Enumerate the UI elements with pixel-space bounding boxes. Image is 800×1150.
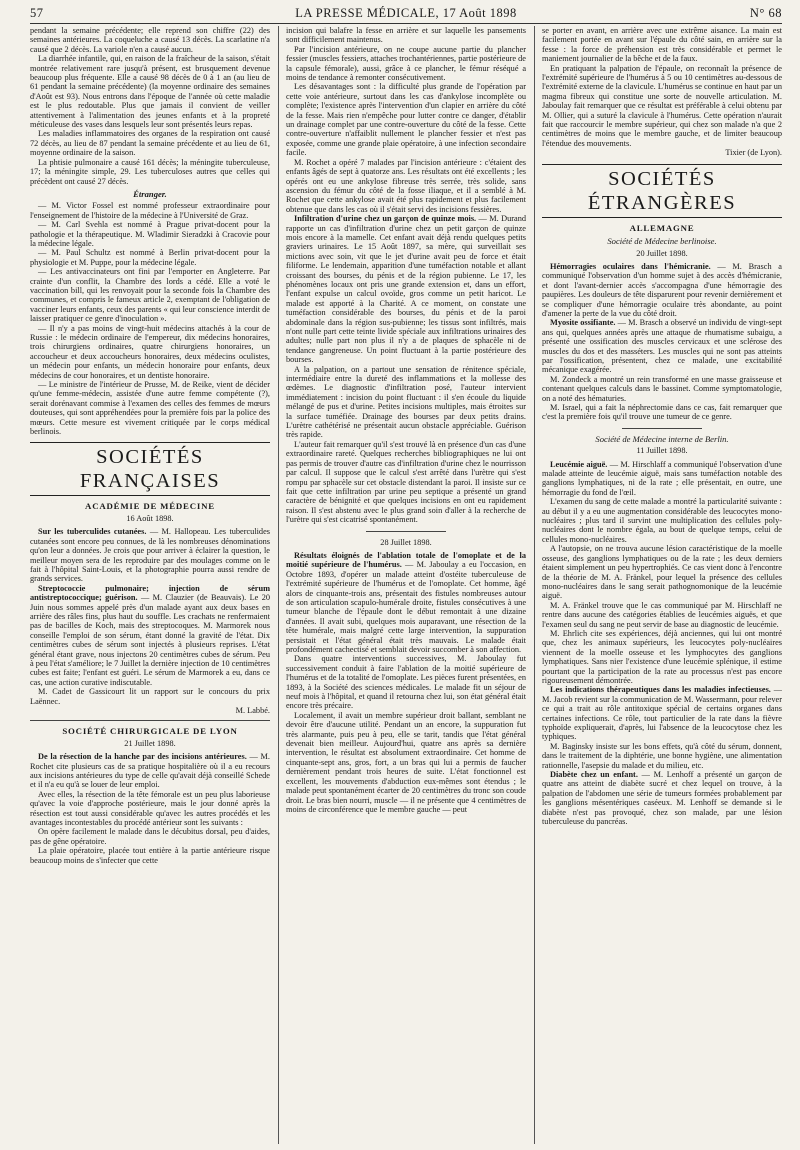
session-date: 28 Juillet 1898.: [380, 537, 432, 547]
paragraph: M. Cadet de Gassicourt lit un rapport sur le concours du prix Laënnec.: [30, 687, 270, 706]
paragraph: M. Ehrlich cite ses expériences, déjà anciennes, qui lui ont montré que, chez les animaux supérieurs, les leucocytes poly-nucléaires viennent de la moelle osseuse et les lymphocytes des ganglions lymphatiques. Sans nier l'existence d'une leucémie splénique, il estime pourtant que la participation de la rate au processus n'est pas encore rigoureusement démontrée.: [542, 628, 782, 685]
news-item: — Le ministre de l'intérieur de Prusse, M. de Reike, vient de décider qu'une femme-médecin, assistée d'une autre femme compétente (?), serait dorénavant commise à l'examen des celles des femmes de mœurs douteuses, qui sont appréhendées pour la première fois par la police des mœurs. Cette mesure est vivement critiquée par le corps médical berlinois.: [30, 380, 270, 437]
article-text: — M. Jacob revient sur la communication de M. Wassermann, pour relever ce qui a trait au rôle antitoxique spécial de certains organes dans certaines infections. Ce rôle, tout particulier de la rate dans la fièvre typhoïde expliquerait, d'après, lui l'absence de la leucocytose chez les typhiques.: [542, 685, 782, 742]
news-item: — M. Carl Svehla est nommé à Prague privat-docent pour la pathologie et la thérapeutique. M. Wladimir Sieradzki à Cracovie pour la médecine légale.: [30, 220, 270, 248]
paragraph: Les maladies inflammatoires des organes de la respiration ont causé 72 décès, au lieu de 87 pendant la semaine précédente et au lieu de 61, moyenne ordinaire de la saison.: [30, 129, 270, 158]
paragraph: M. Israel, qui a fait la néphrectomie dans ce cas, fait remarquer que c'est la première fois qu'il trouve une tumeur de ce genre.: [542, 403, 782, 422]
column-divider: [278, 26, 279, 1144]
issue-number: N° 68: [749, 6, 782, 20]
separator: [622, 428, 702, 429]
paragraph: M. Zondeck a montré un rein transformé en une masse graisseuse et contenant quelques calculs dans le bassinet. Comme symptomatologie, on a noté des hématuries.: [542, 374, 782, 403]
paragraph: On opère facilement le malade dans le décubitus dorsal, peu d'aides, pas de gêne opératoire.: [30, 827, 270, 846]
paragraph: M. Rochet a opéré 7 malades par l'incision antérieure : c'étaient des enfants âgés de sept à quatorze ans. Les résultats ont été excellents ; les opérés ont eu une ankylose fibreuse très serrée, très solide, sans ascension du fémur du côté de la fosse iliaque, et il a semblé à M. Rochet que cette ankylose avait été plus rapidement et plus facilement obtenue que dans les cas où il s'était servi des incisions fessières.: [286, 157, 526, 214]
session-date: 21 Juillet 1898.: [124, 738, 176, 748]
article-text: — M. Brasch a observé un individu de vingt-sept ans qui, quelques années après une attaque de rhumatisme subaigu, a présenté une ossification des muscles cervicaux et une sclérose des muscles du dos et des masséters. Les muscles qui ne sont pas atteints par l'ossification, présentent, chez ce malade, une excitabilité mécanique exagérée.: [542, 318, 782, 375]
paragraph: se porter en avant, en arrière avec une extrême aisance. La main est facilement portée en avant sur l'épaule du côté sain, en arrière sur la fesse : la force de préhension est très considérable et permet le maniement journalier de la bêche et de la faux.: [542, 26, 782, 64]
header-rule: [30, 23, 782, 24]
signature: Tixier (de Lyon).: [725, 148, 782, 158]
paragraph: La plaie opératoire, placée tout entière à la partie antérieure risque beaucoup moins de s'infecter que cette: [30, 846, 270, 865]
signature: M. Labbé.: [235, 706, 270, 715]
article-title: Myosite ossifiante.: [550, 318, 616, 328]
country-heading: ALLEMAGNE: [629, 222, 695, 233]
journal-title: LA PRESSE MÉDICALE, 17 Août 1898: [295, 6, 517, 20]
article-text: — M. Brasch a communiqué l'observation d'un homme sujet à des accès d'hémicranie, et dont l'avant-dernier accès s'accompagna d'une hémorragie des paupières. Les douleurs de tête disparurent pour revenir dernièrement et se compliquer d'une hémorragie oculaire très abondante, au point d'amener la perte de la vue du côté droit.: [542, 261, 782, 318]
article-title: De la résection de la hanche par des incisions antérieures.: [38, 752, 247, 762]
article-title: Hémorragies oculaires dans l'hémicranie.: [550, 261, 711, 271]
separator: [366, 531, 446, 532]
section-heading: Étranger.: [133, 188, 167, 199]
paragraph: M. A. Fränkel trouve que le cas communiqué par M. Hirschlaff ne rentre dans aucune des catégories établies de leucémies aiguës, et que l'examen seul du sang ne peut servir de base au diagnostic de leucémie.: [542, 600, 782, 629]
section-title: SOCIÉTÉS FRANÇAISES: [30, 442, 270, 496]
society-name: Société de Médecine interne de Berlin.: [595, 433, 729, 444]
session-date: 16 Août 1898.: [126, 513, 174, 523]
column-divider: [534, 26, 535, 1144]
paragraph: A la palpation, on a partout une sensation de rénitence spéciale, intermédiaire entre la dureté des inflammations et la mollesse des œdèmes. Le diagnostic d'infiltration posé, l'auteur intervient immédiatement : incision du point fluctuant : il s'en écoule du liquide mélangé de pus et d'urine. Petites incisions multiples, mais étroites sur la surface tuméfiée. Drainage des bourses par deux petits drains. L'urètre cathétérisé ne présentait aucun obstacle appréciable. Guérison très rapide.: [286, 364, 526, 440]
paragraph: La phtisie pulmonaire a causé 161 décès; la méningite tuberculeuse, 17; la méningite simple, 29. Les tuberculoses autres que celles qui précèdent ont causé 27 décès.: [30, 157, 270, 186]
article-title: Diabète chez un enfant.: [550, 770, 638, 780]
society-name: Société de Médecine berlinoise.: [607, 236, 717, 247]
column-1: [30, 26, 270, 1146]
paragraph: L'examen du sang de cette malade a montré la particularité suivante : au début il y a eu une augmentation considérable des leucocytes mono-nucléaires ; plus tard il survint une multiplication des cellules poly-nucléaires dont le nombre égala, au bout de quelque temps, celui de cellules mono-nucléaires.: [542, 497, 782, 544]
article-title: Les indications thérapeutiques dans les maladies infectieuses.: [550, 685, 771, 695]
column-2: [286, 26, 526, 1146]
paragraph: Dans quatre interventions successives, M. Jaboulay fut successivement conduit à faire l'ablation de la moitié supérieure de l'humérus et de la totalité de l'omoplate. Les pièces furent présentées, en 1893, à la Société des sciences médicales. Le malade fit un séjour de neuf mois à l'hôpital, et quand il retourna chez lui, son état général était encore très précaire.: [286, 654, 526, 711]
paragraph: La diarrhée infantile, qui, en raison de la fraîcheur de la saison, s'était montrée relativement rare jusqu'à présent, est brusquement devenue beaucoup plus fréquente. Elle a causé 98 décès de 0 à 1 an (au lieu de 61 pendant la semaine précédente) (la moyenne ordinaire des semaines d'Août est 93). Nous entrons dans l'époque de l'année où cette maladie est le plus redoutable. Plus que jamais il convient de veiller attentivement à l'alimentation des jeunes enfants et à la propreté méticuleuse des vases dans lesquels leur sont présentés leurs repas.: [30, 54, 270, 130]
article-text: — M. Rochet cite plusieurs cas de sa pratique hospitalière où il a eu recours aux incisions antérieures du type de celle qu'avait déjà conseillé Schede et il n'a eu qu'à se louer de leur emploi.: [30, 752, 270, 790]
paragraph: M. Baginsky insiste sur les bons effets, qu'à côté du sérum, donnent, dans le traitement de la diphtérie, une bonne hygiène, une alimentation rationnelle, l'asepsie du malade et du milieu, etc.: [542, 741, 782, 770]
paragraph: A l'autopsie, on ne trouva aucune lésion caractéristique de la moelle osseuse, des ganglions lymphatiques ou de la rate ; les deux derniers étaient simplement un peu hypertrophiés. Ce cas vient donc à l'encontre de la théorie de M. A. Fränkel, pour lequel la présence des cellules mono-nucléaires dans le sang serait pathognomonique de la leucémie aiguë.: [542, 544, 782, 601]
article-text: — M. Durand rapporte un cas d'infiltration d'urine chez un petit garçon de quinze mois encore à la mamelle. Cet enfant avait déjà rendu quelques petits graviers urinaires. Le 15 Août 1897, sa mère, qui surveillait ses mictions avec soin, vit que le jet d'urine avait peu de force et était filiforme. Le lendemain, apparition d'une tuméfaction notable et allant croissant des bourses, du pénis et de la région pubienne. Le 17, les phénomènes locaux ont pris une grande extension et, dans un effort, l'enfant expulse un calcul ovoïde, gros comme un petit haricot. Le malade est apporté à la Charité. A ce moment, on constate une tuméfaction considérable des bourses, du pénis et de la paroi abdominale dans la région sus-pubienne; les tissus sont infiltrés, mais n'ont nulle part cette teinte livide spéciale aux infiltrations urinaires des adultes; nulle part non plus il n'y a de plaques de sphacèle ni de tendance gangreneuse. Un point fluctuant à la partie postérieure des bourses.: [286, 214, 526, 365]
article-text: — M. Lenhoff a présenté un garçon de quatre ans atteint de diabète sucré et chez lequel on trouve, à la palpation de l'abdomen une série de tumeurs formées probablement par les ganglions mésentériques caséeux. M. Lenhoff se demande si le diabète n'est pas provoqué, chez son malade, par une lésion tuberculeuse du pancréas.: [542, 770, 782, 827]
section-title: SOCIÉTÉS ÉTRANGÈRES: [542, 164, 782, 218]
paragraph: Avec elles, la résection de la tête fémorale est un peu plus laborieuse qu'avec la voie d'approche postérieure, mais le jour donné après la résection est tout aussi considérable qu'avec les autres procédés et les avantages incontestables du procédé antérieur sont les suivants :: [30, 789, 270, 828]
article-title: Infiltration d'urine chez un garçon de quinze mois.: [294, 214, 477, 224]
session-date: 11 Juillet 1898.: [636, 446, 688, 456]
article-title: Résultats éloignés de l'ablation totale de l'omoplate et de la moitié supérieure de l'humérus.: [286, 550, 526, 570]
section-rule: [30, 720, 270, 721]
news-item: — M. Paul Schultz est nommé à Berlin privat-docent pour la physiologie et M. Puppe, pour la médecine légale.: [30, 248, 270, 267]
news-item: — Il n'y a pas moins de vingt-huit médecins attachés à la cour de Russie : le médecin ordinaire de l'empereur, dix médecins honoraires, trois chirurgiens ordinaires, quatre chirurgiens honoraires, un accoucheur et deux accoucheurs honoraires, deux médecins oculistes, un médecin pour enfants, un médecin honoraire pour enfants, deux médecins de cour honoraires, et un dentiste honoraire.: [30, 323, 270, 380]
article-title: Streptococcie pulmonaire; injection de sérum antistreptococcique; guérison.: [30, 583, 270, 603]
article-text: — M. Clauzier (de Beauvais). Le 20 Juin nous sommes appelé près d'un malade ayant aux deux bases en arrière des râles fins, plus haut du souffle. Les crachats ne renfermaient pas de bacilles de Koch, mais des streptocoques. M. Marmorek nous conseille l'emploi de son sérum, étant donné la gravité de l'état. Dix centimètres cubes de sérum sont injectés à plusieurs reprises. L'état général étant grave, nous injectons 20 centimètres cubes de sérum. Peu à peu l'état s'améliore; le 7 Juillet la dernière injection de 10 centimètres cubes est faite; l'enfant est guéri. Le sérum de Marmorek a eu, dans ce cas, une action curative indiscutable.: [30, 593, 270, 687]
article-text: — M. Hallopeau. Les tuberculides cutanées sont encore peu connues, de là les nombreuses dénominations qu'on leur a données. Je crois que pour arriver à éclairer la question, le meilleur moyen sera de les reproduire par des moulages comme on le fait à l'hôpital Saint-Louis, et la photographie pourra aussi rendre de grands services.: [30, 527, 270, 584]
article-text: — M. Jaboulay a eu l'occasion, en Octobre 1893, d'opérer un malade atteint d'ostéite tuberculeuse de l'extrémité supérieure de l'humérus et de l'omoplate. Cet homme, âgé alors de cinquante-trois ans, présentait des fistules nombreuses autour de son articulation scapulo-humérale droite, fistules consécutives à une tumeur blanche de l'épaule dont le début remontait à une dizaine d'années. Il avait subi, quelques mois auparavant, une résection de la tête humérale, mais malgré cette large intervention, la suppuration persistait et l'état général était très mauvais. Le malade était profondément cachectisé et semblait devoir succomber à son affection.: [286, 560, 526, 654]
paragraph: Les désavantages sont : la difficulté plus grande de l'opération par cette voie antérieure, surtout dans les cas d'ankylose incomplète ou complète; l'existence après l'intervention d'un clapier en arrière du côté de la fesse. Mais rien n'empêche pour lutter contre ce danger, d'établir un drainage complet par une contre-ouverture du côté de la fesse. Cette contre-ouverture n'affaiblit nullement le plancher fessier et n'est pas exposée, comme une grande plaie opératoire, à une infection secondaire facile.: [286, 82, 526, 158]
column-3: [542, 26, 782, 1146]
article-text: — M. Hirschlaff a communiqué l'observation d'une malade atteinte de leucémie aiguë, mais sans tuméfaction notable des ganglions lymphatiques, ni de la rate ; elle présentait, en outre, une hémorragie du fond de l'œil.: [542, 459, 782, 497]
page-header: [30, 6, 782, 22]
news-item: — M. Victor Fossel est nommé professeur extraordinaire pour l'enseignement de l'histoire de la médecine à l'Université de Graz.: [30, 201, 270, 220]
article-title: Sur les tuberculides cutanées.: [38, 527, 147, 537]
page-number: 57: [30, 6, 44, 20]
article-title: Leucémie aiguë.: [550, 459, 608, 469]
session-date: 20 Juillet 1898.: [636, 248, 688, 258]
paragraph: Localement, il avait un membre supérieur droit ballant, semblant ne devoir être d'aucune utilité. Pendant un an encore, la suppuration fut très alarmante, puis peu à peu, elle se tarit, tandis que l'état général devenait bien meilleur. Aujourd'hui, quatre ans après sa dernière intervention, le résultat est absolument extraordinaire. Cet homme de cinquante-sept ans, gros, fort, a un bras qui lui a permis de faucher dernièrement pendant trois heures de suite. L'état fonctionnel est excellent, les mouvements d'abduction eux-mêmes sont étendus ; le malade peut spontanément écarter de 20 centimètres du tronc son coude droit. Le bras bien nourri, muscle — il ne présente que 4 centimètres de moins de circonférence que le membre gauche — peut: [286, 710, 526, 814]
paragraph: Par l'incision antérieure, on ne coupe aucune partie du plancher fessier (muscles fessiers, attaches trochantériennes, partie postérieure de la capsule fémorale), aussi, grâce à ce plancher, le fémur réséqué a moins de tendance à remonter consécutivement.: [286, 44, 526, 83]
society-name: ACADÉMIE DE MÉDECINE: [85, 501, 215, 512]
paragraph: incision qui balafre la fesse en arrière et sur laquelle les pansements sont difficilement maintenus.: [286, 26, 526, 45]
paragraph: L'auteur fait remarquer qu'il s'est trouvé là en présence d'un cas d'une extraordinaire rareté. Quelques recherches bibliographiques ne lui ont pas permis de trouver d'autre cas d'infiltration d'urine chez le nourrisson par calcul. Il suppose que le calcul s'est arrêté dans l'urètre qui s'est rompu par sphacèle sur cet obstacle distendant la paroi. Il insiste sur ce fait que cette infiltration par urine peu septique a présenté un grand caractère de bénignité et que quelques incisions en ont eu rapidement raison. Il s'est abstenu avec le plus grand soin d'aller à la recherche de l'urètre qui s'est cicatrisé spontanément.: [286, 439, 526, 525]
paragraph: En pratiquant la palpation de l'épaule, on reconnaît la présence de l'extrémité supérieure de l'humérus à 5 ou 10 centimètres au-dessous de l'extrémité externe de la clavicule. L'humérus se continue en haut par un magma fibreux qui constitue une sorte de nouvelle articulation. M. Jaboulay fait remarquer que ce résultat est préférable à celui obtenu par M. Ollier, qui a suturé la clavicule à l'humérus. Cette opération n'aurait fait que raccourcir le membre supérieur, qui chez son malade n'a que 2 centimètres de moins que le membre gauche, et de limiter beaucoup l'étendue des mouvements.: [542, 63, 782, 148]
news-item: — Les antivaccinateurs ont fini par l'emporter en Angleterre. Par crainte d'un conflit, la Chambre des lords a cédé. Elle a voté le vaccination bill, qui les renvoyait pour la seconde fois la Chambre des communes, et compris le fameux article 2, exemptant de l'obligation de vacciner leurs enfants, ceux des parents « qui leur conscience interdit de laisser pratiquer ce genre d'inoculation ».: [30, 267, 270, 324]
paragraph: pendant la semaine précédente; elle reprend son chiffre (22) des semaines antérieures. La coqueluche a causé 13 décès. La scarlatine n'a causé que 2 décès. La variole n'en a causé aucun.: [30, 26, 270, 54]
society-name: SOCIÉTÉ CHIRURGICALE DE LYON: [62, 726, 238, 737]
